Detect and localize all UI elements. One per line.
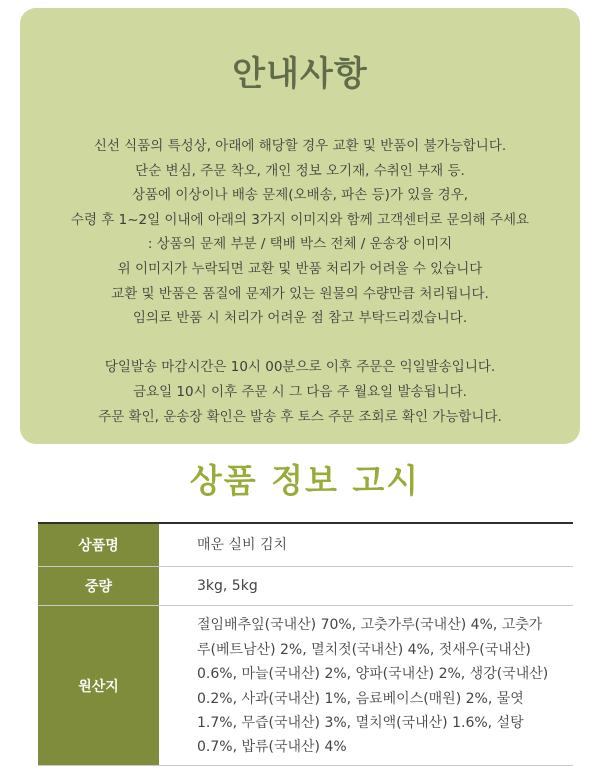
origin-line: 1.7%, 무즙(국내산) 3%, 멸치액(국내산) 1.6%, 설탕 — [197, 714, 524, 731]
row-label-origin: 원산지 — [38, 606, 159, 766]
notice-line: 금요일 10시 이후 주문 시 그 다음 주 월요일 발송됩니다. — [133, 383, 467, 400]
origin-line: 0.2%, 사과(국내산) 1%, 음료베이스(매원) 2%, 물엿 — [197, 690, 524, 707]
row-value-weight: 3kg, 5kg — [197, 578, 258, 594]
product-info-title: 상품 정보 고시 — [189, 461, 421, 500]
notice-line: 교환 및 반품은 품질에 문제가 있는 원물의 수량만큼 처리됩니다. — [111, 285, 489, 302]
origin-line: 0.7%, 밥류(국내산) 4% — [197, 739, 347, 756]
row-label-weight: 중량 — [38, 567, 159, 606]
table-row — [38, 606, 573, 766]
origin-line: 0.6%, 마늘(국내산) 2%, 양파(국내산) 2%, 생강(국내산) — [197, 666, 549, 683]
row-label-product-name: 상품명 — [38, 523, 159, 567]
notice-line: 수령 후 1~2일 이내에 아래의 3가지 이미지와 함께 고객센터로 문의해 주세요 — [70, 211, 530, 228]
row-value-origin — [159, 606, 573, 766]
notice-title: 안내사항 — [232, 54, 368, 94]
notice-spacer — [20, 331, 580, 356]
notice-line: 단순 변심, 주문 착오, 개인 정보 오기재, 수취인 부재 등. — [135, 162, 465, 179]
notice-line: : 상품의 문제 부분 / 택배 박스 전체 / 운송장 이미지 — [147, 236, 453, 253]
origin-line: 절임배추잎(국내산) 70%, 고춧가루(국내산) 4%, 고춧가 — [197, 617, 543, 634]
notice-line: 위 이미지가 누락되면 교환 및 반품 처리가 어려울 수 있습니다 — [117, 260, 483, 277]
row-value-product-name: 매운 실비 김치 — [197, 537, 288, 553]
notice-line: 상품에 이상이나 배송 문제(오배송, 파손 등)가 있을 경우, — [131, 187, 469, 204]
origin-line: 루(베트남산) 2%, 멸치젓(국내산) 4%, 젓새우(국내산) — [197, 641, 531, 658]
product-info-table — [38, 522, 573, 766]
notice-line: 임의로 반품 시 처리가 어려운 점 참고 부탁드리겠습니다. — [132, 310, 468, 327]
notice-card — [20, 8, 580, 444]
notice-line: 주문 확인, 운송장 확인은 발송 후 토스 주문 조회로 확인 가능합니다. — [98, 408, 502, 425]
table-row — [38, 523, 573, 567]
notice-line: 신선 식품의 특성상, 아래에 해당할 경우 교환 및 반품이 불가능합니다. — [93, 138, 507, 154]
notice-line: 당일발송 마감시간은 10시 00분으로 이후 주문은 익일발송입니다. — [104, 359, 496, 376]
table-row — [38, 567, 573, 606]
notice-text — [20, 134, 580, 429]
